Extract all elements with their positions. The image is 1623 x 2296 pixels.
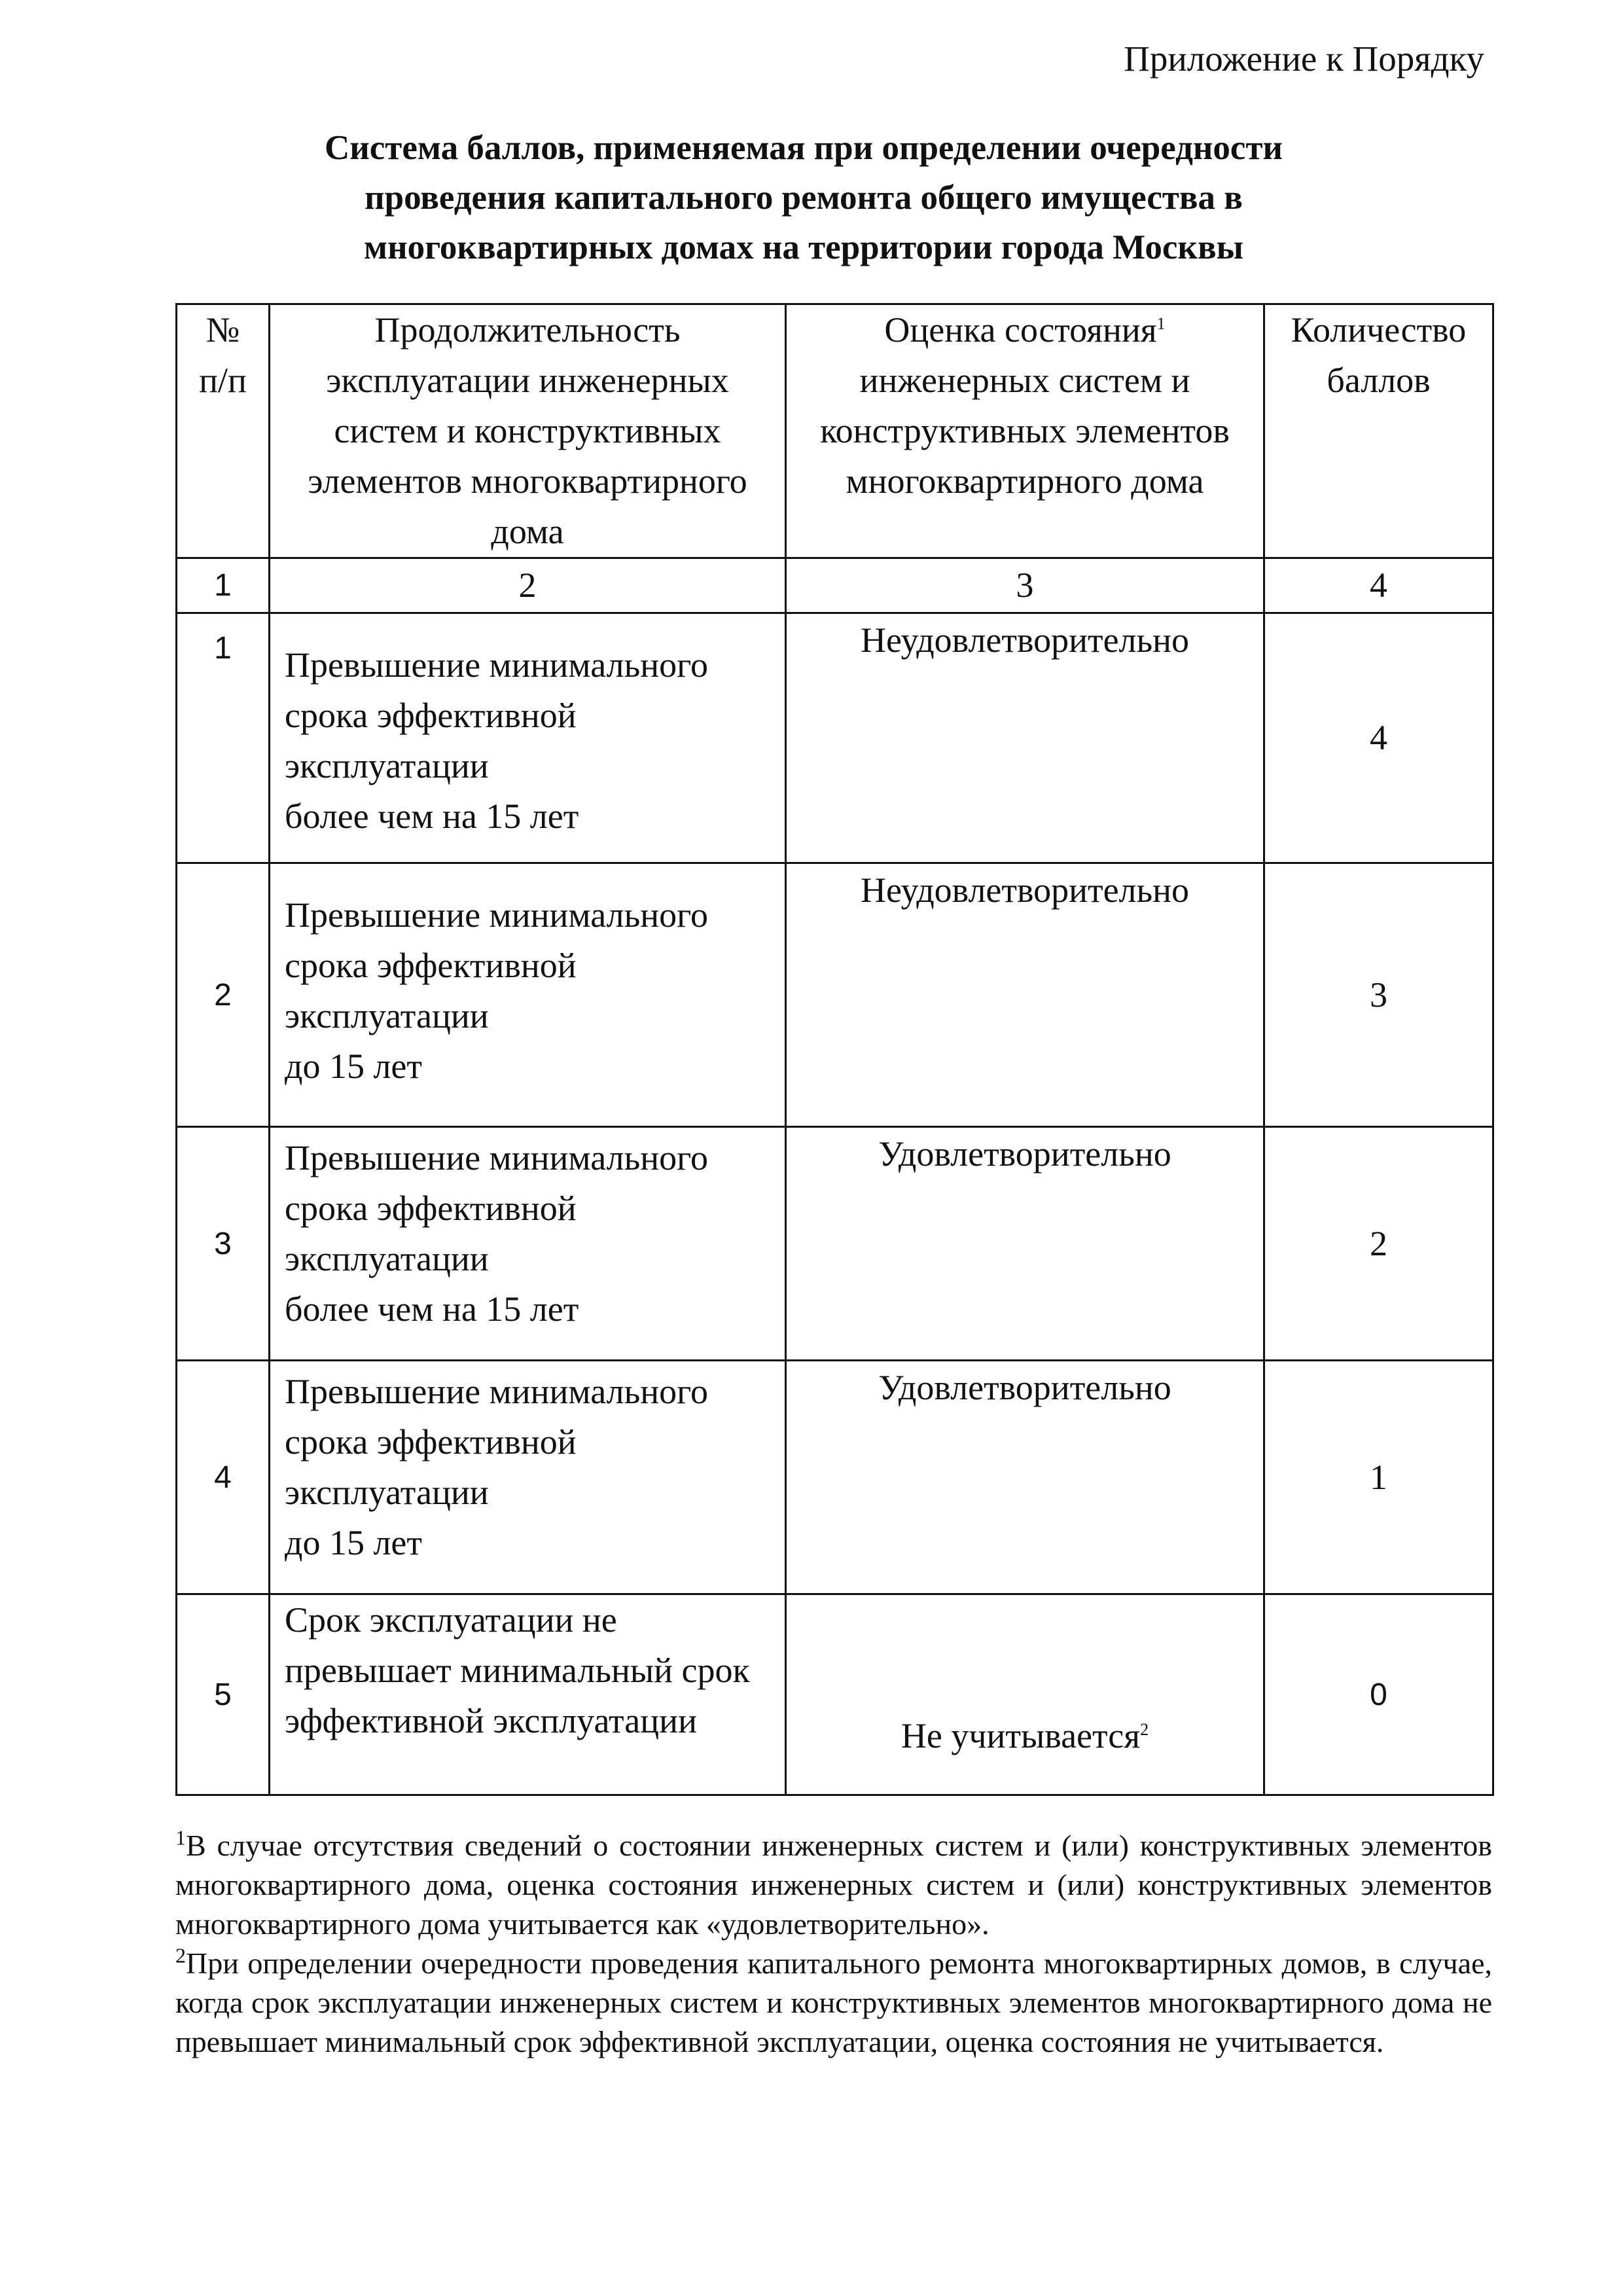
table-row — [177, 1361, 1493, 1594]
appendix-label: Приложение к Порядку — [1124, 39, 1484, 79]
row-duration-main: Превышение минимального срока эффективной эксплуатации — [285, 1372, 708, 1512]
row-duration-extra: до 15 лет — [285, 1047, 422, 1086]
row-number: 2 — [177, 863, 270, 1127]
table-row — [177, 863, 1493, 1127]
header-assessment-main: Оценка состояния — [884, 310, 1157, 350]
header-number: № п/п — [177, 304, 270, 558]
row-duration-extra: более чем на 15 лет — [285, 1289, 579, 1329]
row-assessment: Удовлетворительно — [786, 1361, 1264, 1594]
row-duration-main: Превышение минимального срока эффективной эксплуатации — [285, 645, 708, 785]
footnote-ref-2: 2 — [1140, 1720, 1149, 1739]
title-line-3: многоквартирных домах на территории города Москвы — [364, 228, 1243, 266]
row-duration — [270, 613, 786, 863]
row-number: 1 — [177, 613, 270, 863]
header-assessment — [786, 304, 1264, 558]
row-assessment: Удовлетворительно — [786, 1127, 1264, 1361]
row-assessment: Неудовлетворительно — [786, 613, 1264, 863]
table-row — [177, 1594, 1493, 1795]
row-assessment-text: Не учитывается — [901, 1716, 1141, 1755]
footnotes — [175, 1826, 1492, 2062]
footnote-mark: 2 — [175, 1943, 186, 1967]
row-duration-extra: до 15 лет — [285, 1523, 422, 1562]
header-score: Количество баллов — [1264, 304, 1493, 558]
row-duration — [270, 863, 786, 1127]
column-number-4: 4 — [1264, 558, 1493, 613]
row-score: 0 — [1264, 1594, 1493, 1795]
row-duration — [270, 1361, 786, 1594]
header-assessment-rest: инженерных систем и конструктивных элементов многоквартирного дома — [820, 361, 1230, 501]
title-line-2: проведения капитального ремонта общего имущества в — [365, 179, 1243, 217]
table-row — [177, 1127, 1493, 1361]
row-number: 4 — [177, 1361, 270, 1594]
table-row — [177, 613, 1493, 863]
row-score: 3 — [1264, 863, 1493, 1127]
title-line-1: Система баллов, применяемая при определении очередности — [324, 129, 1283, 167]
row-score: 1 — [1264, 1361, 1493, 1594]
footnote-text: В случае отсутствия сведений о состоянии инженерных систем и (или) конструктивных элементов многоквартирного дома, оценка состояния инженерных систем и (или) конструктивных элементов многоквартирного дома учитывается как «удовлетворительно». — [175, 1829, 1492, 1941]
row-number: 3 — [177, 1127, 270, 1361]
footnote-mark: 1 — [175, 1825, 186, 1850]
column-number-1: 1 — [177, 558, 270, 613]
column-number-3: 3 — [786, 558, 1264, 613]
header-row — [177, 304, 1493, 558]
row-duration-extra: более чем на 15 лет — [285, 797, 579, 836]
points-table — [175, 303, 1494, 1796]
header-duration: Продолжительность эксплуатации инженерных систем и конструктивных элементов многоквартирного дома — [270, 304, 786, 558]
row-duration — [270, 1127, 786, 1361]
row-duration: Срок эксплуатации не превышает минимальный срок эффективной эксплуатации — [270, 1594, 786, 1795]
row-assessment — [786, 1594, 1264, 1795]
row-duration-main: Превышение минимального срока эффективной эксплуатации — [285, 895, 708, 1035]
row-assessment: Неудовлетворительно — [786, 863, 1264, 1127]
row-score: 4 — [1264, 613, 1493, 863]
column-number-2: 2 — [270, 558, 786, 613]
footnote-text: При определении очередности проведения капитального ремонта многоквартирных домов, в случае, когда срок эксплуатации инженерных систем и конструктивных элементов многоквартирного дома не превышает минимальный срок эффективной эксплуатации, оценка состояния не учитывается. — [175, 1946, 1492, 2058]
row-number: 5 — [177, 1594, 270, 1795]
footnote-ref-1: 1 — [1156, 314, 1166, 333]
footnote-2 — [175, 1944, 1492, 2062]
document-title — [175, 123, 1432, 272]
footnote-1 — [175, 1826, 1492, 1944]
row-duration-main: Превышение минимального срока эффективной эксплуатации — [285, 1138, 708, 1278]
row-score: 2 — [1264, 1127, 1493, 1361]
column-number-row — [177, 558, 1493, 613]
